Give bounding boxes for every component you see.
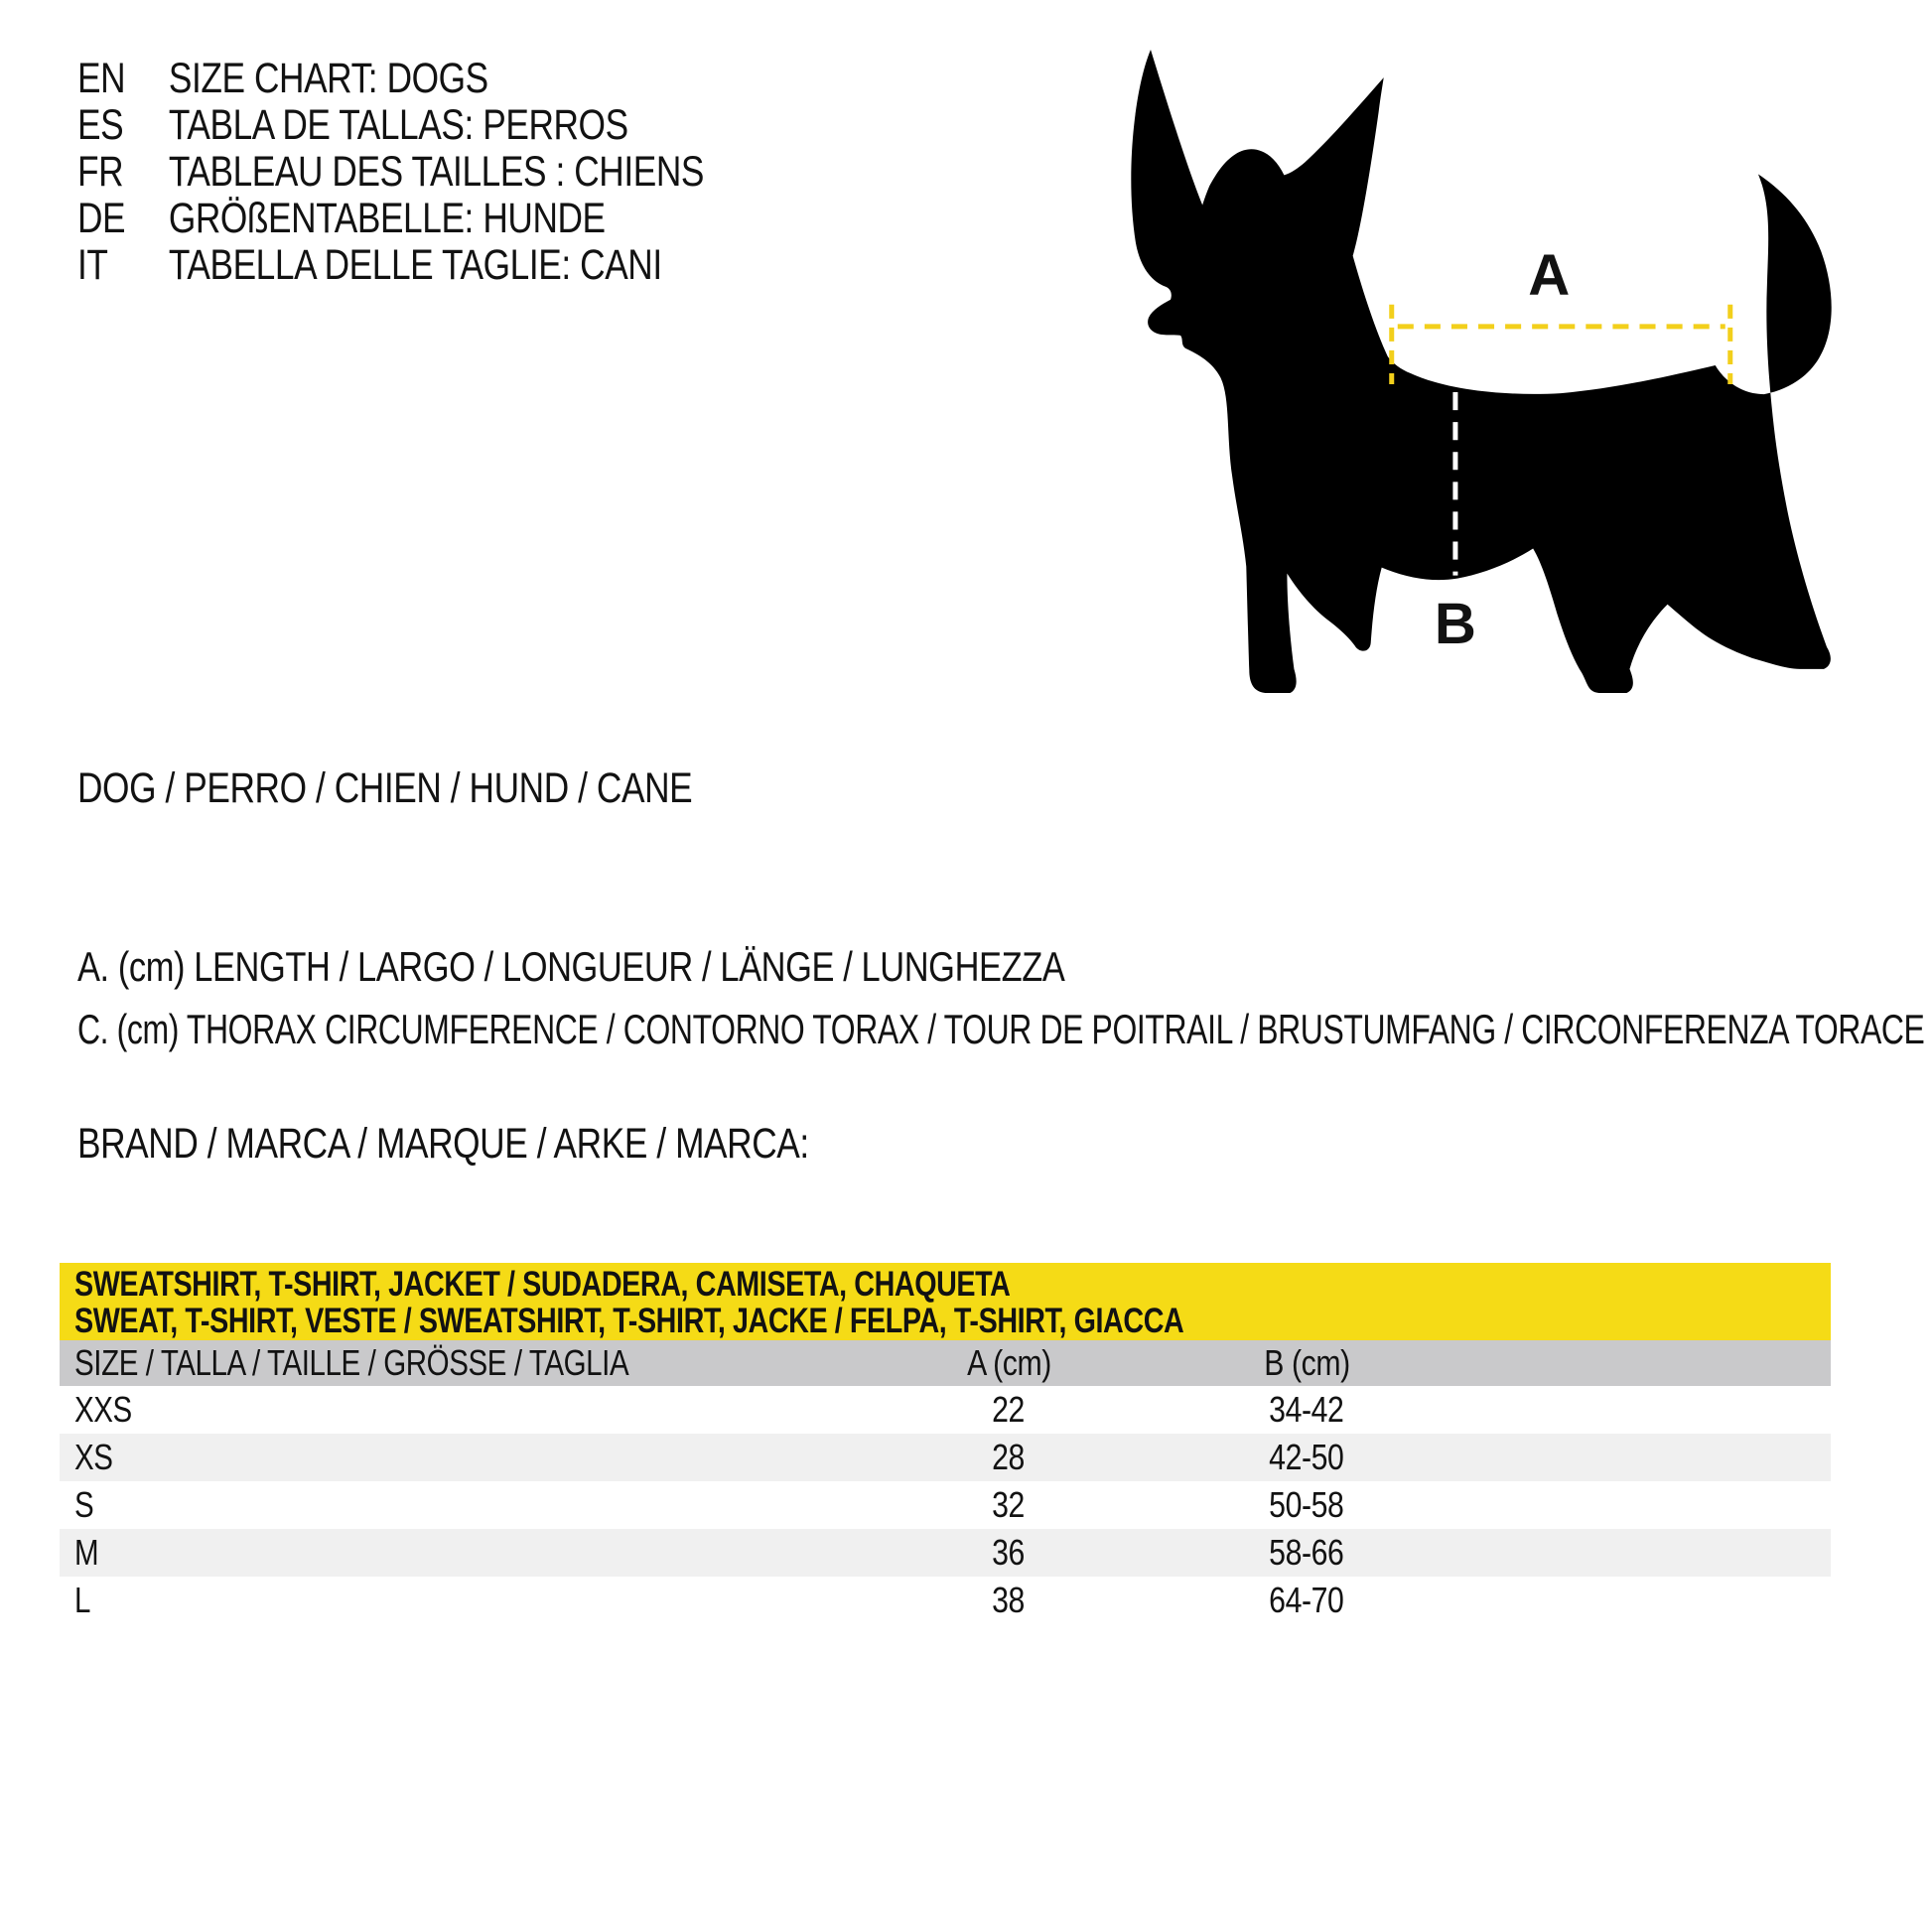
size-cell: L <box>74 1580 91 1620</box>
b-cell: 42-50 <box>1269 1437 1344 1477</box>
marker-b-label: B <box>1434 591 1476 656</box>
language-code: DE <box>77 195 126 242</box>
table-row-m <box>60 1529 1831 1577</box>
table-title-bar <box>60 1263 1831 1340</box>
language-code: EN <box>77 55 126 102</box>
measurement-a-legend: A. (cm) LENGTH / LARGO / LONGUEUR / LÄNGE / LUNGHEZZA <box>77 943 1065 990</box>
language-title: GRÖßENTABELLE: HUNDE <box>168 195 606 242</box>
table-title-line-1: SWEATSHIRT, T-SHIRT, JACKET / SUDADERA, CAMISETA, CHAQUETA <box>74 1265 1011 1304</box>
language-row-fr <box>77 149 704 196</box>
table-column-header <box>60 1340 1831 1386</box>
size-cell: M <box>74 1532 99 1573</box>
language-code: IT <box>77 241 108 289</box>
language-row-es <box>77 102 704 149</box>
table-row-xxs <box>60 1386 1831 1434</box>
b-cell: 58-66 <box>1269 1532 1344 1573</box>
measurement-a-lines <box>1392 305 1730 384</box>
language-title: TABLEAU DES TAILLES : CHIENS <box>168 148 704 196</box>
language-code: FR <box>77 148 124 196</box>
b-cell: 34-42 <box>1269 1389 1344 1430</box>
b-cell: 50-58 <box>1269 1484 1344 1525</box>
language-row-it <box>77 242 704 289</box>
column-header-a: A (cm) <box>966 1342 1051 1383</box>
table-row-l <box>60 1577 1831 1624</box>
marker-a-label: A <box>1528 242 1571 308</box>
size-table <box>60 1263 1831 1624</box>
language-title: SIZE CHART: DOGS <box>168 55 488 102</box>
animal-label: DOG / PERRO / CHIEN / HUND / CANE <box>77 764 693 812</box>
column-header-b: B (cm) <box>1263 1342 1350 1383</box>
b-cell: 64-70 <box>1269 1580 1344 1620</box>
a-cell: 28 <box>992 1437 1026 1477</box>
size-cell: S <box>74 1484 94 1525</box>
size-cell: XXS <box>74 1389 132 1430</box>
brand-label: BRAND / MARCA / MARQUE / ARKE / MARCA: <box>77 1120 809 1168</box>
a-cell: 22 <box>992 1389 1026 1430</box>
size-cell: XS <box>74 1437 113 1477</box>
language-row-de <box>77 196 704 242</box>
language-code: ES <box>77 101 124 149</box>
language-row-en <box>77 56 704 102</box>
table-title-line-2: SWEAT, T-SHIRT, VESTE / SWEATSHIRT, T-SHIRT, JACKE / FELPA, T-SHIRT, GIACCA <box>74 1302 1184 1340</box>
table-row-xs <box>60 1434 1831 1481</box>
a-cell: 32 <box>992 1484 1026 1525</box>
language-list <box>77 56 842 289</box>
a-cell: 38 <box>992 1580 1026 1620</box>
a-cell: 36 <box>992 1532 1026 1573</box>
dog-silhouette-icon <box>1131 50 1831 693</box>
column-header-size: SIZE / TALLA / TAILLE / GRÖSSE / TAGLIA <box>74 1342 629 1383</box>
language-title: TABELLA DELLE TAGLIE: CANI <box>168 241 662 289</box>
measurement-c-legend: C. (cm) THORAX CIRCUMFERENCE / CONTORNO TORAX / TOUR DE POITRAIL / BRUSTUMFANG / CIRCONFERENZA TORACE <box>77 1006 1925 1052</box>
dog-measurement-figure <box>1120 44 1839 701</box>
table-row-s <box>60 1481 1831 1529</box>
language-title: TABLA DE TALLAS: PERROS <box>168 101 628 149</box>
